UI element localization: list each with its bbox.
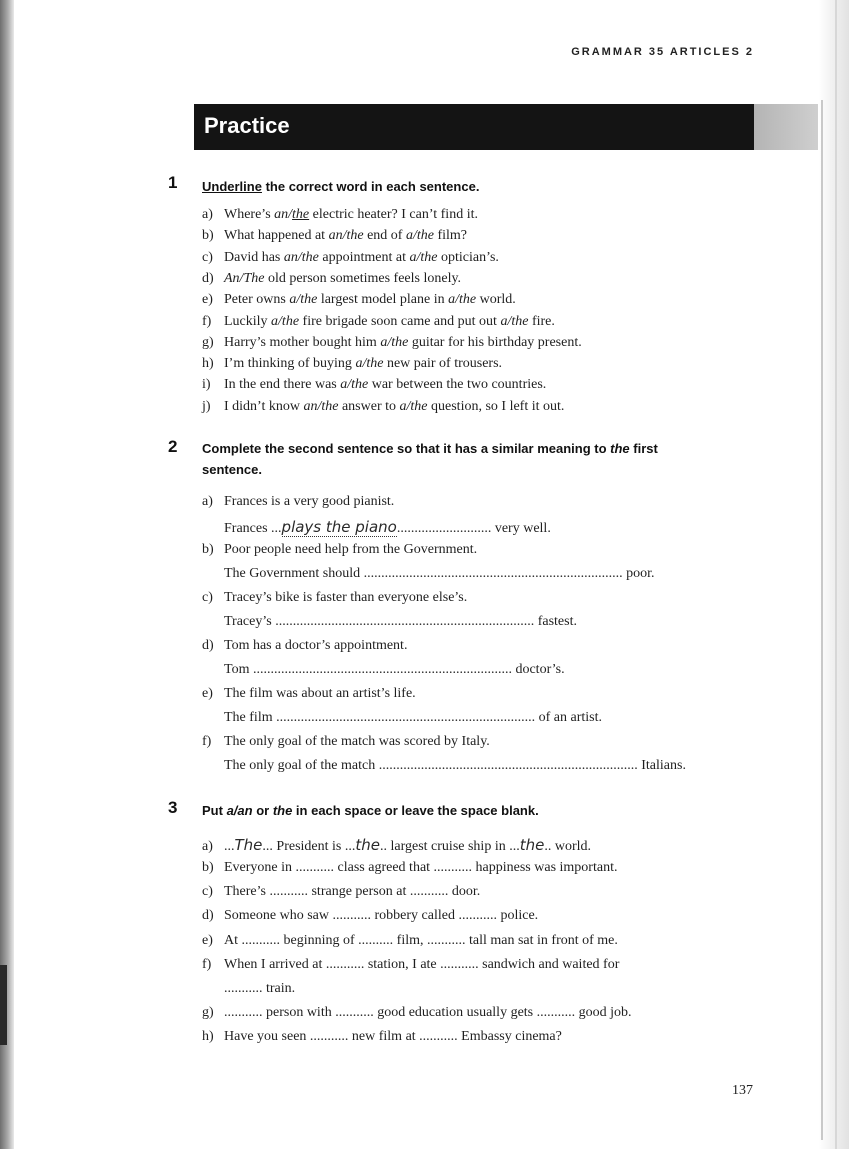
exercise-3-item [202, 1029, 562, 1045]
exercise-3-item [202, 884, 480, 900]
exercise-2-answer-line [224, 566, 654, 582]
item-text: appointment at [318, 249, 410, 265]
article-choice: the [292, 207, 310, 222]
item-label: i) [202, 377, 211, 393]
instruction-text: the correct word in each sentence. [261, 179, 480, 194]
answer-end: doctor’s. [511, 662, 565, 677]
item-text: Luckily [224, 313, 272, 329]
item-label: a) [202, 839, 213, 854]
exercise-2-item [202, 590, 467, 606]
item-text: answer to [338, 398, 400, 414]
article-choice: a/the [289, 292, 318, 308]
item-text: Where’s [224, 207, 275, 222]
item-sentence: The film was about an artist’s life. [224, 686, 416, 701]
item-label: b) [202, 228, 214, 244]
page-edge [819, 0, 849, 1149]
running-head: GRAMMAR 35 ARTICLES 2 [571, 46, 754, 58]
exercise-2-answer-line [224, 758, 686, 774]
exercise-2-item [202, 686, 416, 702]
exercise-2-item [202, 542, 477, 558]
item-text: There’s ........... strange person at ........... door. [224, 884, 481, 900]
instruction-text: sentence. [202, 462, 262, 477]
answer-dots: .......................................................................... [363, 566, 623, 581]
answer-start: Tom [224, 662, 253, 677]
item-label: j) [202, 398, 211, 414]
instruction-italic-word: the [272, 803, 293, 818]
item-text: largest model plane in [317, 292, 449, 308]
item-text: Harry’s mother bought him [224, 334, 381, 350]
exercise-1-instruction [202, 176, 742, 197]
article-choice: a/the [409, 249, 438, 265]
answer-dots: .......................................................................... [378, 758, 638, 773]
exercise-1-number: 1 [168, 173, 178, 192]
answer-dots: .......................................................................... [276, 710, 536, 725]
answer-end: Italians. [637, 758, 686, 773]
article-choice: an/the [328, 228, 364, 244]
item-label: d) [202, 270, 214, 286]
exercise-3-item [224, 981, 295, 997]
item-text: largest cruise ship in ... [386, 839, 520, 854]
item-label: b) [202, 542, 214, 557]
exercise-3-item [202, 933, 618, 949]
article-choice: a/the [448, 292, 477, 308]
exercise-2-instruction [202, 438, 742, 480]
exercise-2-answer-line [224, 614, 577, 630]
item-text: When I arrived at ........... station, I ate ........... sandwich and waited for [224, 956, 620, 972]
exercise-2-answer-line [224, 662, 565, 678]
answer-start: The only goal of the match [224, 758, 379, 773]
exercise-1-item [202, 250, 499, 266]
item-text: electric heater? I can’t find it. [309, 207, 478, 222]
exercise-3-item [202, 1005, 632, 1021]
item-label: h) [202, 1029, 214, 1045]
item-text: ........... train. [224, 981, 296, 996]
answer-dots: .. [544, 839, 552, 854]
item-sentence: Poor people need help from the Government. [224, 542, 478, 557]
item-text: President is ... [272, 839, 356, 854]
item-text: Peter owns [224, 292, 290, 308]
item-text: I didn’t know [224, 398, 304, 414]
handwritten-answer: the [355, 836, 380, 854]
item-text: I’m thinking of buying [224, 356, 356, 372]
item-text: film? [433, 228, 467, 244]
book-spine-dark-mark [0, 965, 7, 1045]
answer-start: The Government should [224, 566, 364, 581]
item-sentence: The only goal of the match was scored by Italy. [224, 734, 490, 749]
item-label: e) [202, 932, 213, 948]
exercise-1-item [202, 207, 478, 223]
exercise-1-item [202, 377, 546, 393]
article-choice: a/the [271, 313, 300, 329]
instruction-italic-word: a/an [226, 803, 253, 818]
exercise-3-item [202, 957, 619, 973]
instruction-text: Put [202, 803, 227, 818]
item-label: c) [202, 884, 213, 900]
item-label: b) [202, 860, 214, 875]
instruction-text: or [252, 803, 273, 818]
article-choice: a/the [405, 228, 434, 244]
page-number: 137 [732, 1083, 753, 1098]
item-text: optician’s. [437, 249, 499, 265]
page-edge-line [821, 100, 823, 1140]
article-choice: An/The [224, 270, 265, 286]
item-text: new pair of trousers. [383, 356, 503, 372]
item-text: Have you seen ........... new film at ........... Embassy cinema? [224, 1029, 562, 1045]
exercise-2-item [202, 638, 407, 654]
item-text: Someone who saw ........... robbery called ........... police. [224, 908, 539, 924]
article-choice: an/the [283, 249, 319, 265]
item-text: world. [551, 839, 592, 854]
item-text: old person sometimes feels lonely. [264, 270, 462, 286]
item-label: a) [202, 207, 213, 222]
exercise-3-item [202, 860, 617, 876]
item-text: At ........... beginning of .......... film, ........... tall man sat in front of me. [224, 932, 618, 948]
exercise-1-item [202, 356, 502, 372]
instruction-italic-word: the [610, 441, 630, 456]
item-text: fire brigade soon came and put out [299, 313, 501, 329]
item-text: Everyone in ........... class agreed that ........... happiness was important. [224, 860, 618, 875]
answer-end: very well. [491, 521, 551, 536]
item-sentence: Tracey’s bike is faster than everyone else’s. [224, 590, 468, 605]
article-choice: a/the [380, 334, 409, 350]
item-label: e) [202, 686, 213, 701]
article-choice: a/the [500, 313, 529, 329]
exercise-2-answer-line [224, 518, 551, 537]
instruction-text: in each space or leave the space blank. [292, 803, 539, 818]
exercise-3-item [202, 836, 591, 855]
item-text: What happened at [224, 228, 329, 244]
article-choice: an/ [274, 207, 293, 222]
exercise-1-item [202, 335, 582, 351]
item-text: fire. [528, 313, 555, 329]
instruction-text: first [629, 441, 658, 456]
article-choice: a/the [399, 398, 428, 414]
exercise-1-item [202, 399, 564, 415]
answer-end: poor. [622, 566, 655, 581]
article-choice: an/the [303, 398, 339, 414]
article-choice: a/the [355, 356, 384, 372]
exercise-1-item [202, 228, 467, 244]
exercise-2-number: 2 [168, 437, 178, 456]
item-label: f) [202, 956, 212, 972]
handwritten-answer: the [519, 836, 545, 854]
item-text: world. [476, 292, 516, 308]
exercise-3-instruction [202, 800, 742, 821]
item-text: question, so I left it out. [427, 398, 565, 414]
answer-dots: .......................................................................... [275, 614, 535, 629]
exercise-2-item [202, 734, 490, 750]
answer-start: Frances ... [224, 521, 282, 536]
item-label: g) [202, 1005, 214, 1021]
item-sentence: Frances is a very good pianist. [224, 494, 395, 509]
handwritten-answer: The [234, 836, 263, 854]
item-label: f) [202, 313, 212, 329]
page-edge-line [835, 0, 837, 1149]
section-title-bar-grey-tab [754, 104, 818, 150]
item-label: f) [202, 734, 212, 749]
section-title: Practice [204, 113, 290, 138]
item-label: d) [202, 908, 214, 924]
item-label: e) [202, 292, 213, 308]
instruction-underlined-word: Underline [202, 179, 262, 194]
handwritten-answer: plays the piano [281, 518, 397, 536]
answer-end: of an artist. [535, 710, 602, 725]
exercise-3-number: 3 [168, 798, 178, 817]
item-text: In the end there was [224, 377, 341, 393]
item-label: a) [202, 494, 213, 509]
exercise-3-item [202, 908, 538, 924]
item-text: ........... person with ........... good education usually gets ........... good job. [224, 1005, 632, 1021]
answer-end: fastest. [534, 614, 577, 629]
exercise-1-item [202, 271, 461, 287]
item-label: d) [202, 638, 214, 653]
answer-start: The film [224, 710, 277, 725]
item-text: end of [363, 228, 406, 244]
exercise-1-item [202, 292, 516, 308]
instruction-text: Complete the second sentence so that it has a similar meaning to [202, 441, 611, 456]
exercise-2-item [202, 494, 394, 510]
item-label: c) [202, 590, 213, 605]
item-label: h) [202, 356, 214, 372]
exercise-1-item [202, 314, 555, 330]
item-text: guitar for his birthday present. [408, 334, 582, 350]
answer-start: Tracey’s [224, 614, 276, 629]
answer-dots: .......................................................................... [252, 662, 512, 677]
item-sentence: Tom has a doctor’s appointment. [224, 638, 408, 653]
answer-dots: ... [224, 839, 235, 854]
item-text: David has [224, 249, 284, 265]
answer-dots: .. [379, 839, 387, 854]
exercise-2-answer-line [224, 710, 602, 726]
item-label: c) [202, 249, 213, 265]
item-text: war between the two countries. [368, 377, 547, 393]
item-label: g) [202, 334, 214, 350]
answer-dots: ... [262, 839, 273, 854]
article-choice: a/the [340, 377, 369, 393]
answer-dots: ........................... [396, 521, 492, 536]
